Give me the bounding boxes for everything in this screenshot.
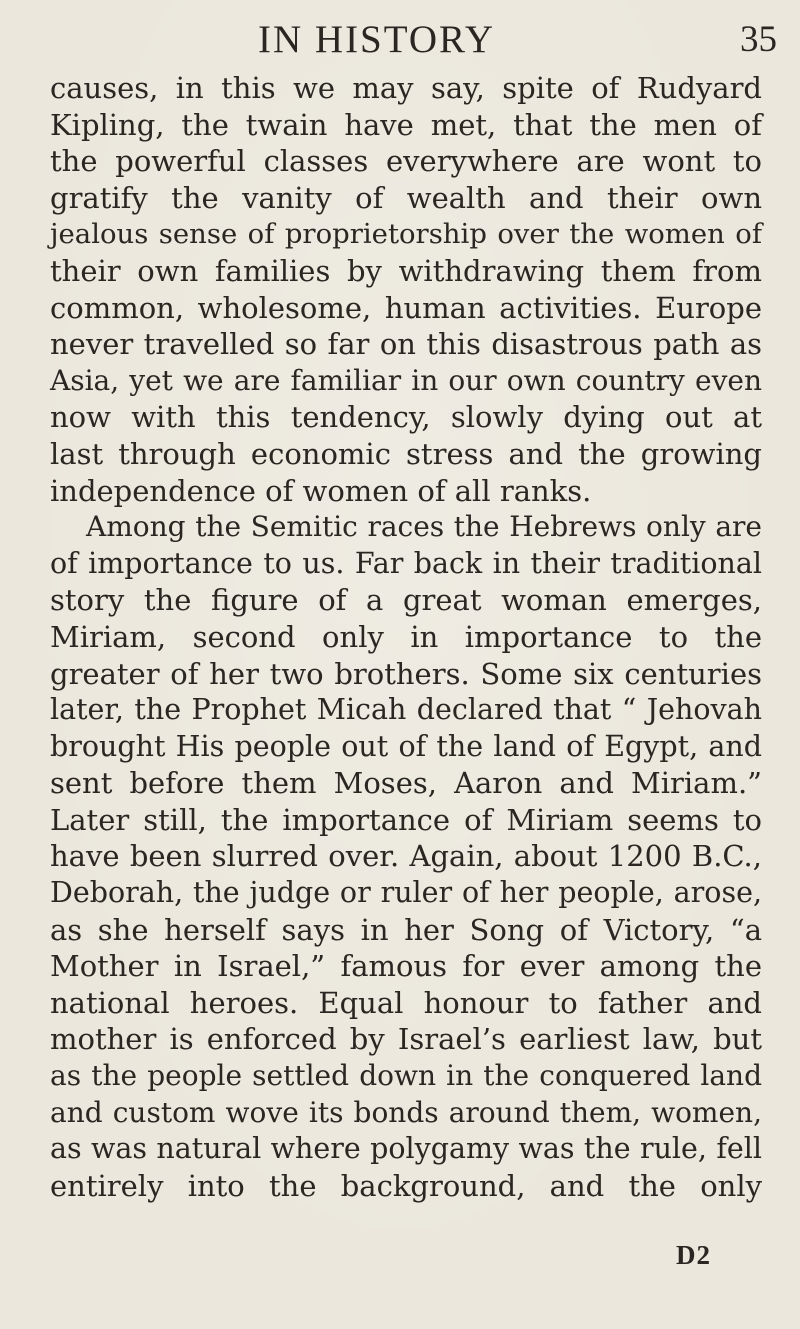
text-line: have been slurred over. Again, about 1200 B.C.,: [50, 839, 762, 874]
text-line: Mother in Israel,” famous for ever among the: [50, 949, 762, 984]
text-line: common, wholesome, human activities. Europe: [50, 290, 762, 325]
text-line: never travelled so far on this disastrous path as: [50, 327, 762, 362]
text-line: entirely into the background, and the only: [50, 1168, 762, 1203]
running-head: [0, 18, 800, 62]
text-line: Kipling, the twain have met, that the men of: [50, 107, 762, 142]
running-title: IN HISTORY: [258, 18, 496, 61]
text-line: as she herself says in her Song of Victory, “a: [50, 912, 762, 947]
text-line: causes, in this we may say, spite of Rudyard: [50, 71, 762, 105]
text-line: gratify the vanity of wealth and their own: [50, 180, 762, 215]
text-line: Asia, yet we are familiar in our own country even: [50, 363, 762, 397]
text-line: Later still, the importance of Miriam seems to: [50, 802, 762, 837]
text-line: Miriam, second only in importance to the: [50, 619, 762, 654]
page-number: 35: [740, 19, 777, 60]
signature-mark: D2: [676, 1240, 711, 1270]
text-line: sent before them Moses, Aaron and Miriam.”: [50, 766, 762, 801]
text-line: as the people settled down in the conquered land: [50, 1059, 762, 1093]
text-line: story the figure of a great woman emerges,: [50, 583, 762, 618]
body-text: [50, 70, 762, 1204]
text-line: later, the Prophet Micah declared that “ Jehovah: [50, 693, 762, 727]
text-line: greater of her two brothers. Some six centuries: [50, 656, 762, 691]
text-line: Deborah, the judge or ruler of her people, arose,: [50, 876, 762, 910]
text-line: brought His people out of the land of Egypt, and: [50, 729, 762, 763]
text-line: mother is enforced by Israel’s earliest law, but: [50, 1022, 762, 1057]
text-line: jealous sense of proprietorship over the women of: [50, 218, 762, 251]
text-line: of importance to us. Far back in their traditional: [50, 546, 762, 580]
paragraph: [50, 70, 762, 509]
text-line: and custom wove its bonds around them, women,: [50, 1095, 762, 1129]
text-line: as was natural where polygamy was the rule, fell: [50, 1132, 762, 1166]
text-line: independence of women of all ranks.: [50, 473, 592, 508]
paragraph: [50, 509, 762, 1204]
text-line: Among the Semitic races the Hebrews only are: [86, 510, 762, 544]
text-line: national heroes. Equal honour to father and: [50, 985, 762, 1020]
text-line: the powerful classes everywhere are wont to: [50, 144, 762, 179]
text-line: now with this tendency, slowly dying out at: [50, 400, 762, 435]
text-line: last through economic stress and the growing: [50, 436, 762, 471]
text-line: their own families by withdrawing them from: [50, 253, 762, 288]
